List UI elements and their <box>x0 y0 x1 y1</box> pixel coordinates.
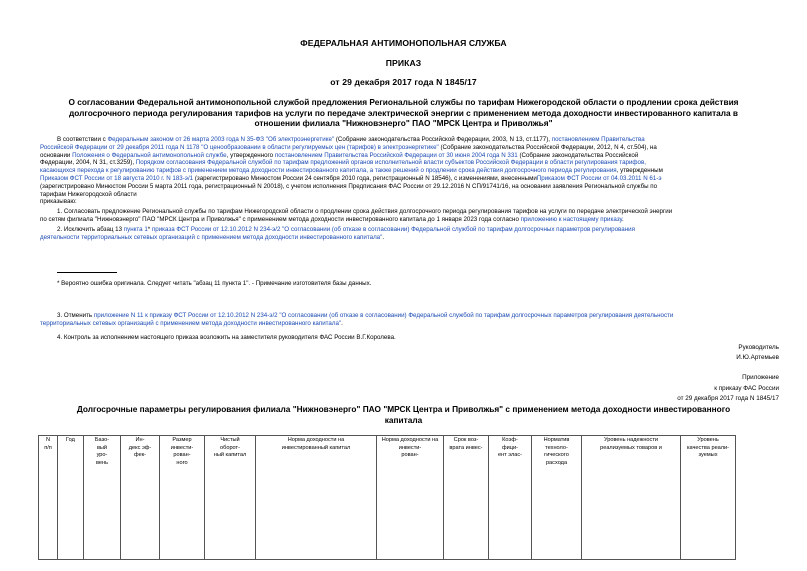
text-run: 1. Согласовать предложение Региональной службы по тарифам Нижегородской области о продлении срока действия долгосрочного периода регулирования тарифов на услуги по передаче электрической энергии <box>57 208 673 215</box>
document-link[interactable]: приложение N 11 к приказу ФСТ России от 12.10.2012 N 234-э/2 "О согласовании (об отказе в согласовании) Федеральной службой по тарифам долгосрочных параметров регулирования деятельности <box>93 312 674 319</box>
document-link[interactable]: Приказом ФСТ России от 04.03.2011 N 61-э <box>536 175 662 182</box>
paragraph-line <box>57 208 672 216</box>
paragraph-line <box>40 152 638 160</box>
header-agency: ФЕДЕРАЛЬНАЯ АНТИМОНОПОЛЬНАЯ СЛУЖБА <box>300 38 507 48</box>
appendix-title <box>40 404 767 425</box>
appendix-title-line: Долгосрочные параметры регулирования филиала "Нижновэнерго" ПАО "МРСК Центра и Приволжья" с применением метода доходности инвестированного <box>76 404 731 414</box>
col-header: Норма доходности на инвести- рован- <box>377 436 444 560</box>
col-header: Уровень качества реали- зуемых <box>681 436 736 560</box>
parameters-table <box>38 435 736 560</box>
orders-word: приказываю: <box>40 198 77 205</box>
footnote: * Вероятно ошибка оригинала. Следует читать "абзац 11 пункта 1". - Примечание изготовителя базы данных. <box>57 280 372 287</box>
footnote-separator <box>57 272 117 273</box>
document-link[interactable]: Порядком согласования Федеральной службой по тарифам предложений органов исполнительной власти субъектов Российской Федерации в области регулирования тарифов, <box>135 159 646 167</box>
paragraph-line <box>40 320 343 328</box>
paragraph-line <box>57 226 635 234</box>
order-title <box>40 97 767 129</box>
text-run: 2. Исключить абзац 13 <box>57 226 124 233</box>
signature-name: И.Ю.Артемьев <box>736 354 779 361</box>
paragraph-line <box>40 159 646 167</box>
item-4: 4. Контроль за исполнением настоящего приказа возложить на заместителя руководителя ФАС России В.Г.Королева. <box>57 334 396 341</box>
paragraph-line <box>40 175 662 183</box>
header-doc-type: ПРИКАЗ <box>385 58 422 68</box>
text-run: . <box>382 233 385 241</box>
text-run: , утвержденным <box>616 167 663 175</box>
col-header: Размер инвести- рован- ного <box>160 436 205 560</box>
document-link[interactable]: Российской Федерации от 29 декабря 2011 года N 1178 "О ценообразовании в области регулируемых цен (тарифов) в электроэнергетике" <box>40 143 439 151</box>
col-header: Год <box>58 436 84 560</box>
text-run: (Собрание законодательства Российской Федерации, 2012, N 4, ст.504), на <box>438 143 657 151</box>
col-header: Чистый оборот- ный капитал <box>205 436 256 560</box>
col-header: Срок воз- врата инвес- <box>444 436 489 560</box>
appendix-to-order: к приказу ФАС России <box>714 385 779 392</box>
col-header: Норма доходности на инвестированный капитал <box>256 436 377 560</box>
text-run: 3. Отменить <box>57 312 94 319</box>
text-run: (зарегистрировано Минюстом России 24 сентября 2010 года, регистрационный N 18546), с изменениями, внесенными <box>193 175 537 182</box>
order-title-line: отношении филиала "Нижновэнерго" ПАО "МРСК Центра и Приволжья" <box>254 118 553 129</box>
text-run: . <box>341 319 343 327</box>
col-header: Ин- декс эф- фек- <box>121 436 160 560</box>
document-link[interactable]: Приказом ФСТ России от 18 августа 2010 г. N 183-э/1 <box>40 175 194 182</box>
paragraph-line <box>40 183 657 191</box>
table-header-row <box>39 436 736 560</box>
text-run: , утвержденного <box>226 151 275 159</box>
appendix-label: Приложение <box>742 374 779 381</box>
signature-position: Руководитель <box>738 344 779 351</box>
col-header: N п/п <box>39 436 58 560</box>
document-link[interactable]: приказа ФСТ России от 12.10.2012 N 234-э/2 "О согласовании (об отказе в согласовании) Федеральной службой по тарифам долгосрочных параметров регулирования <box>151 226 635 233</box>
text-run: (зарегистрировано Минюстом России 5 марта 2011 года, регистрационный N 20018), с учетом исполнения Предписания ФАС России от 29.12.2016 N СП/91741/16, на основании заявления Региональной службы по <box>40 182 658 190</box>
text-run: * <box>147 226 152 233</box>
appendix-title-line: капитала <box>384 414 423 425</box>
document-link[interactable]: территориальных сетевых организаций с применением метода доходности инвестированного капитала" <box>40 319 342 327</box>
text-run: В соответствии с <box>57 136 108 143</box>
text-run: (Собрание законодательства Российской Федерации, 2003, N 13, ст.1177), <box>334 136 552 143</box>
header-date-number: от 29 декабря 2017 года N 1845/17 <box>330 77 477 87</box>
col-header: Норматив техноло- гического расхода <box>532 436 582 560</box>
paragraph-line <box>40 167 663 175</box>
paragraph-line <box>40 234 384 242</box>
document-link[interactable]: Положения о Федеральной антимонопольной службе <box>72 151 227 159</box>
text-run: . <box>621 215 624 223</box>
text-run: основании <box>40 151 73 159</box>
document-link[interactable]: касающихся перехода к регулированию тарифов с применением метода доходности инвестированного капитала, а также решений о продлении срока действия долгосрочного периода регулирования <box>40 167 617 175</box>
paragraph-line <box>40 216 624 224</box>
text-run: тарифам Нижегородской области <box>40 190 137 198</box>
order-title-line: долгосрочного периода регулирования тарифов на услуги по передаче электрической энергии с применением метода доходности инвестированного капитала в <box>68 107 739 118</box>
text-run: (Собрание законодательства Российской <box>517 151 639 159</box>
paragraph-line <box>57 136 645 144</box>
paragraph-line <box>57 312 673 320</box>
appendix-date: от 29 декабря 2017 года N 1845/17 <box>677 395 779 402</box>
document-link[interactable]: Федеральным законом от 26 марта 2003 года N 35-ФЗ "Об электроэнергетике" <box>107 136 335 143</box>
text-run: Федерации, 2004, N 31, ст.3259), <box>40 159 136 167</box>
col-header: Базо- вый уро- вень <box>84 436 121 560</box>
paragraph-line <box>40 144 657 152</box>
col-header: Уровень надежности реализуемых товаров и <box>582 436 681 560</box>
document-link[interactable]: деятельности территориальных сетевых организаций с применением метода доходности инвестированного капитала" <box>40 233 383 241</box>
text-run: по сетям филиала "Нижновэнерго" ПАО "МРСК Центра и Приволжья" с применением метода доходности инвестированного капитала до 1 января 2023 года согласно <box>40 215 521 223</box>
col-header: Коэф- фици- ент элас- <box>489 436 532 560</box>
document-link[interactable]: постановлением Правительства Российской Федерации от 30 июня 2004 года N 331 <box>274 151 518 159</box>
document-link[interactable]: приложению к настоящему приказу <box>520 215 622 223</box>
document-link[interactable]: постановлением Правительства <box>551 136 645 143</box>
document-link[interactable]: пункта 1 <box>123 226 148 233</box>
order-title-line: О согласовании Федеральной антимонопольной службой предложения Региональной службы по тарифам Нижегородской области о продлении срока действия <box>68 97 739 107</box>
